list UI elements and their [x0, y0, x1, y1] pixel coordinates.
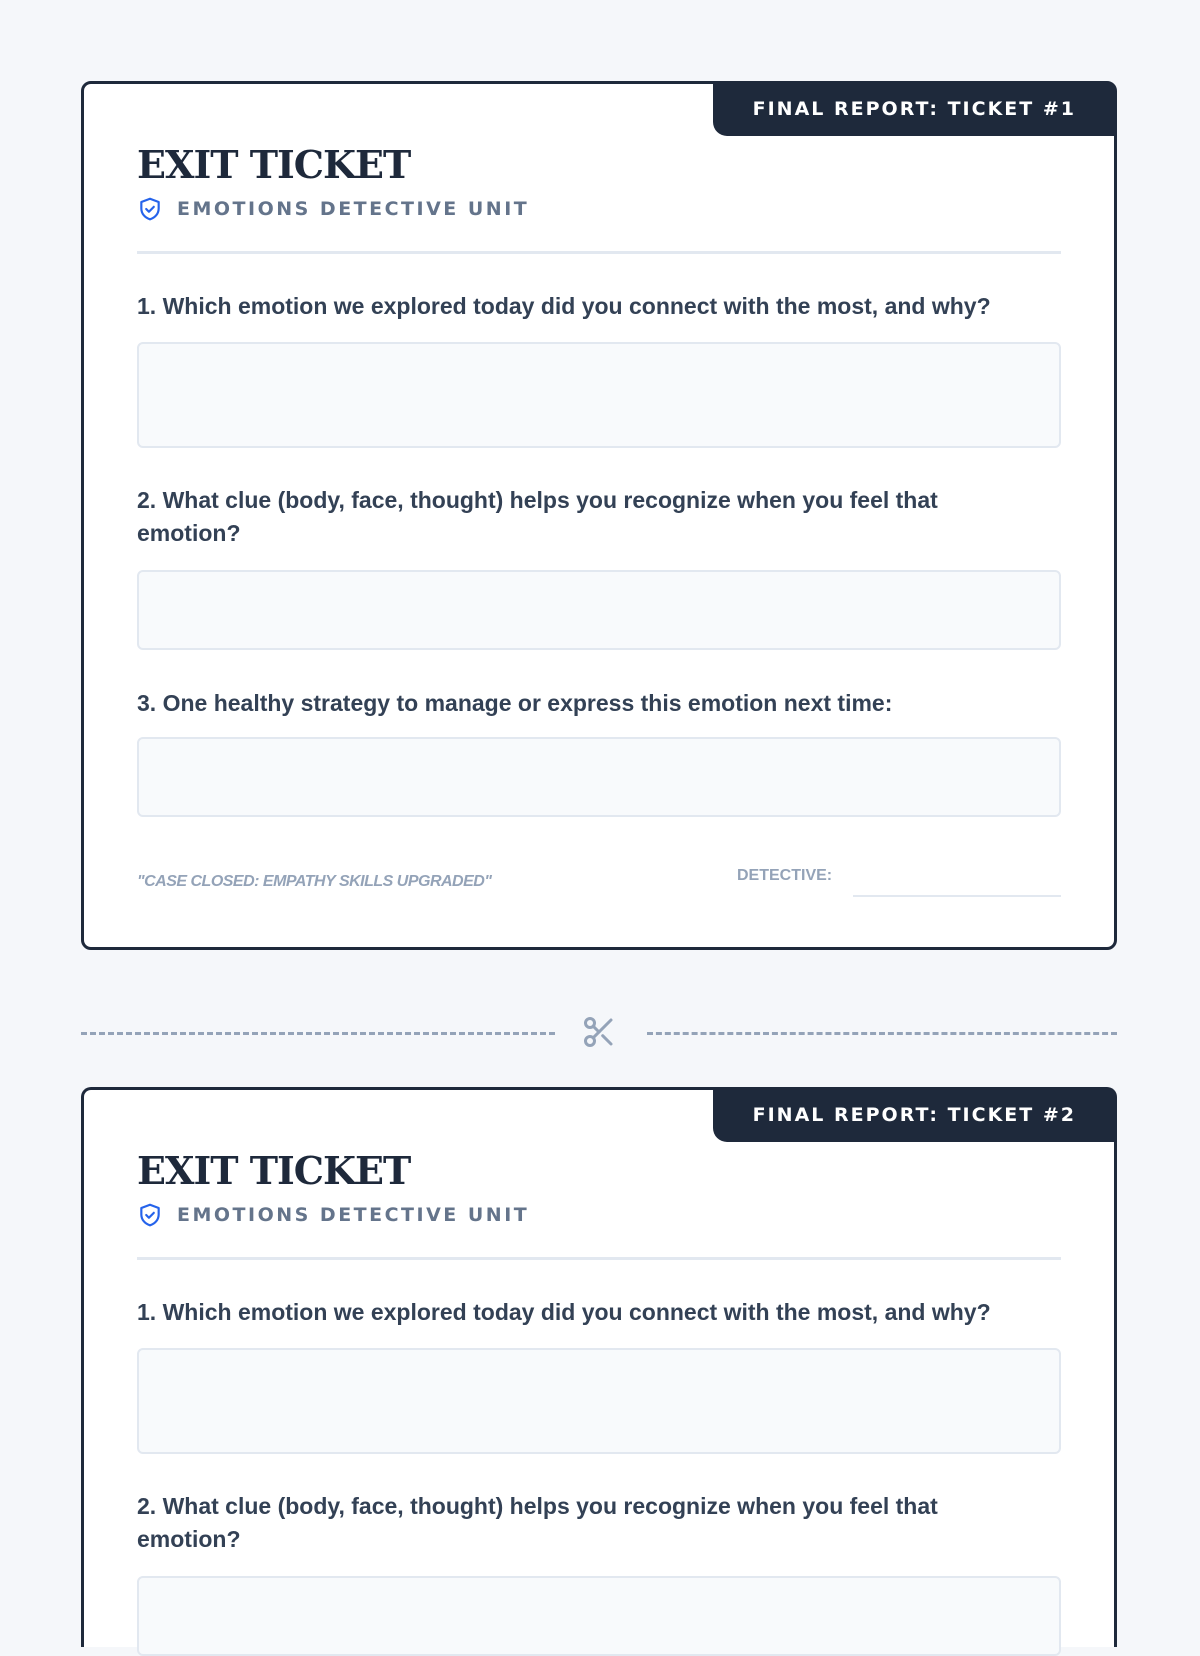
- answer-box-2[interactable]: [137, 570, 1061, 650]
- answer-box-3[interactable]: [137, 737, 1061, 817]
- question-2: 2. What clue (body, face, thought) helps you recognize when you feel that emotion?: [137, 487, 938, 546]
- exit-ticket-card: [81, 81, 1117, 950]
- shield-check-icon: [137, 196, 163, 222]
- answer-box-1[interactable]: [137, 1348, 1061, 1454]
- scissors-icon: [581, 1014, 617, 1050]
- case-closed-motto: "CASE CLOSED: EMPATHY SKILLS UPGRADED": [137, 873, 492, 890]
- answer-box-2[interactable]: [137, 1576, 1061, 1656]
- question-3: 3. One healthy strategy to manage or express this emotion next time:: [137, 690, 893, 716]
- unit-subtitle: [137, 1202, 529, 1228]
- detective-label: DETECTIVE:: [737, 867, 833, 884]
- exit-ticket-card: [81, 1087, 1117, 1647]
- answer-box-1[interactable]: [137, 342, 1061, 448]
- cut-line: [81, 1030, 1117, 1036]
- shield-check-icon: [137, 1202, 163, 1228]
- question-1: 1. Which emotion we explored today did you connect with the most, and why?: [137, 1299, 991, 1325]
- unit-label: EMOTIONS DETECTIVE UNIT: [177, 198, 530, 220]
- unit-label: EMOTIONS DETECTIVE UNIT: [177, 1204, 530, 1226]
- header-divider: [137, 1257, 1061, 1260]
- unit-subtitle: [137, 196, 529, 222]
- question-1: 1. Which emotion we explored today did you connect with the most, and why?: [137, 293, 991, 319]
- header-divider: [137, 251, 1061, 254]
- ticket-title: EXIT TICKET: [137, 1148, 411, 1193]
- question-2: 2. What clue (body, face, thought) helps you recognize when you feel that emotion?: [137, 1493, 938, 1552]
- ticket-title: EXIT TICKET: [137, 142, 411, 187]
- cut-dash-left: [81, 1032, 555, 1035]
- cut-dash-right: [647, 1032, 1117, 1035]
- detective-signature-line[interactable]: [853, 895, 1061, 897]
- ticket-ribbon: FINAL REPORT: TICKET #1: [713, 82, 1116, 136]
- ticket-ribbon: FINAL REPORT: TICKET #2: [713, 1088, 1116, 1142]
